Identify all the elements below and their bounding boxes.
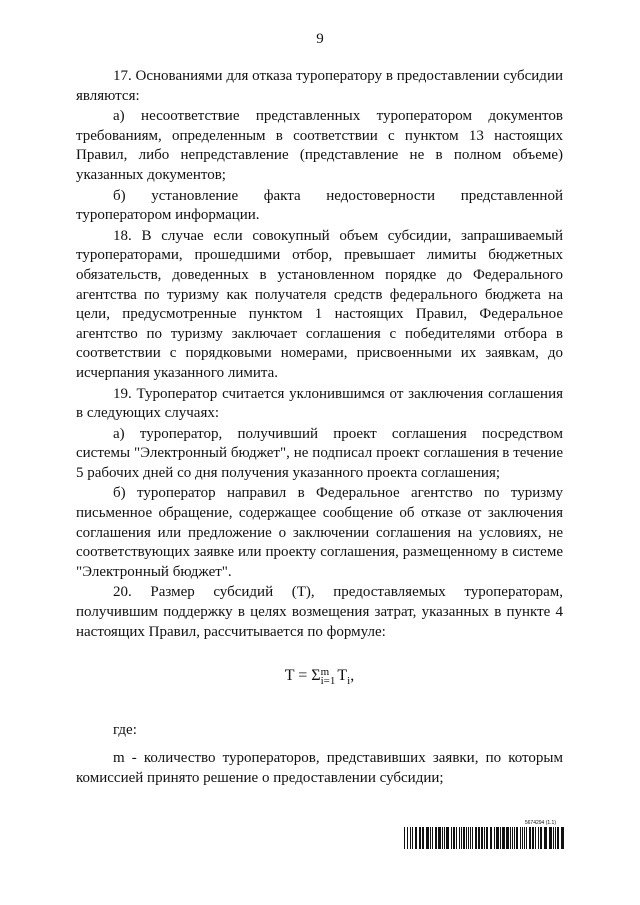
paragraph-19a: а) туроператор, получивший проект соглашения посредством системы "Электронный бюджет", не подписал проект соглашения в течение 5 рабочих дней со дня получения указанного проекта соглашения; <box>76 425 563 481</box>
subsidy-formula <box>76 666 563 691</box>
paragraph-20: 20. Размер субсидий (Т), предоставляемых туроператорам, получившим поддержку в целях возмещения затрат, указанных в пункте 4 настоящих Правил, рассчитывается по формуле: <box>76 584 563 640</box>
barcode-image <box>404 827 564 849</box>
formula-lhs: T = Σ <box>284 667 321 685</box>
paragraph-17: 17. Основаниями для отказа туроператору в предоставлении субсидии являются: <box>76 68 563 104</box>
paragraph-17a: а) несоответствие представленных туроператором документов требованиям, определенным в соответствии с пунктом 13 настоящих Правил, либо непредставление (представление не в полном объеме) указанных документов; <box>76 108 563 183</box>
formula-term: T <box>337 667 348 685</box>
sum-upper-limit: m <box>320 665 330 678</box>
paragraph-18: 18. В случае если совокупный объем субсидии, запрашиваемый туроператорами, прошедшими отбор, превышает лимиты бюджетных обязательств, доведенных в установленном порядке до Федерального агентства по туризму как получателя средств федерального бюджета на цели, предусмотренные пунктом 1 настоящих Правил, Федеральное агентство по туризму заключает соглашения с победителями отбора в соответствии с порядковыми номерами, присвоенными их заявкам, до исчерпания указанного лимита. <box>76 227 563 381</box>
where-label: где: <box>113 722 137 739</box>
paragraph-19: 19. Туроператор считается уклонившимся от заключения соглашения в следующих случаях: <box>76 385 563 422</box>
page-number: 9 <box>316 31 324 47</box>
paragraph-17b: б) установление факта недостоверности представленной туроператором информации. <box>76 187 563 224</box>
barcode-label: 5674294 (1.1) <box>524 820 556 826</box>
document-body <box>76 67 563 789</box>
sum-limits <box>320 665 336 687</box>
paragraph-19b: б) туроператор направил в Федеральное агентство по туризму письменное обращение, содержащее сообщение об отказе от заключения соглашения или предложение о заключении соглашения на условиях, не соответствующих заявке или проекту соглашения, размещенному в системе "Электронный бюджет". <box>76 485 563 580</box>
sum-lower-limit: i=1 <box>320 674 336 687</box>
definition-m: m - количество туроператоров, представивших заявки, по которым комиссией принято решение о предоставлении субсидии; <box>76 750 563 786</box>
formula-term-subscript: i <box>347 675 351 688</box>
formula-trailing: , <box>350 667 355 685</box>
barcode-block <box>404 820 564 849</box>
